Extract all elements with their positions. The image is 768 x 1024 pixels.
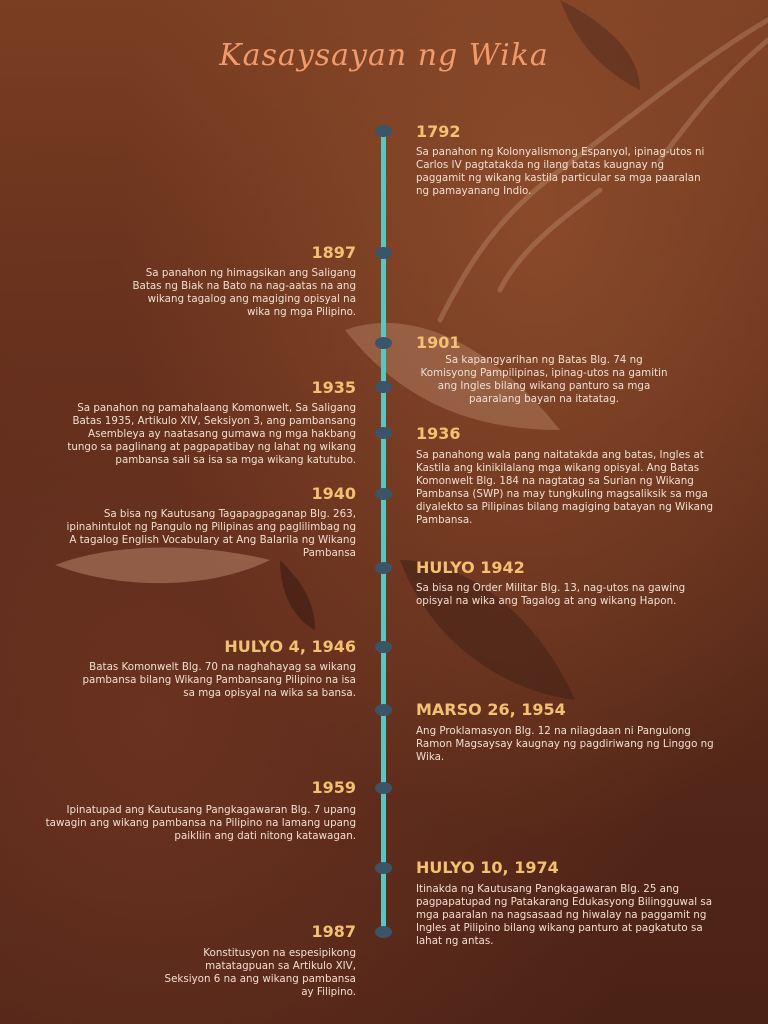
timeline-marker <box>375 704 392 716</box>
event-year-1940: 1940 <box>311 484 356 503</box>
event-year-1897: 1897 <box>311 243 356 262</box>
event-text-1792: Sa panahon ng Kolonyalismong Espanyol, ipinag-utos ni Carlos IV pagtatakda ng ilang batas kaugnay ng paggamit ng wikang kastila particular sa mga paaralan ng pamayanang Indio. <box>416 146 705 197</box>
timeline-marker <box>375 641 392 653</box>
event-text-hulyo-4-1946: Batas Komonwelt Blg. 70 na naghahayag sa wikang pambansa bilang Wikang Pambansang Pilipino na isa sa mga opisyal na wika sa bansa. <box>82 661 356 699</box>
event-year-1935: 1935 <box>311 378 356 397</box>
event-text-marso-26-1954: Ang Proklamasyon Blg. 12 na nilagdaan ni Pangulong Ramon Magsaysay kaugnay ng pagdiriwang ng Linggo ng Wika. <box>416 725 714 763</box>
event-year-hulyo-1942: HULYO 1942 <box>416 558 525 577</box>
event-text-1940: Sa bisa ng Kautusang Tagapagpaganap Blg. 263, ipinahintulot ng Pangulo ng Pilipinas ang paglilimbag ng A tagalog English Vocabulary at Ang Balarila ng Wikang Pambansa <box>66 508 356 559</box>
event-text-hulyo-1942: Sa bisa ng Order Militar Blg. 13, nag-utos na gawing opisyal na wika ang Tagalog at ang wikang Hapon. <box>416 582 686 607</box>
timeline-marker <box>375 337 392 349</box>
event-year-hulyo-4-1946: HULYO 4, 1946 <box>224 637 356 656</box>
page-title: Kasaysayan ng Wika <box>219 38 549 73</box>
event-text-1959: Ipinatupad ang Kautusang Pangkagawaran Blg. 7 upang tawagin ang wikang pambansa na Pilipino na lamang upang paikliin ang dati nitong katawagan. <box>45 804 356 842</box>
event-text-1935: Sa panahon ng pamahalaang Komonwelt, Sa Saligang Batas 1935, Artikulo XIV, Seksiyon 3, ang pambansang Asembleya ay naatasang gumawa ng mga hakbang tungo sa paglinang at pagpapatibay ng lahat ng wikang pambansa sali sa isa sa mga wikang katutubo. <box>67 402 356 466</box>
timeline-marker <box>375 862 392 874</box>
timeline-marker <box>375 427 392 439</box>
event-text-1936: Sa panahong wala pang naitatakda ang batas, Ingles at Kastila ang kinikilalang mga wikang opisyal. Ang Batas Komonwelt Blg. 184 na nagtatag sa Surian ng Wikang Pambansa (SWP) na may tungkuling magsaliksik sa mga diyalekto sa Pilipinas bilang magiging batayan ng Wikang Pambansa. <box>416 449 714 526</box>
event-text-hulyo-10-1974: Itinakda ng Kautusang Pangkagawaran Blg. 25 ang pagpapatupad ng Patakarang Edukasyong Bilingguwal sa mga paaralan na nagsasaad ng hiwalay na paggamit ng Ingles at Pilipino bilang wikang panturo at pagkatuto sa lahat ng antas. <box>416 883 713 947</box>
event-year-1901: 1901 <box>416 333 461 352</box>
leaf-shape <box>280 560 315 630</box>
event-year-marso-26-1954: MARSO 26, 1954 <box>416 700 566 719</box>
event-text-1987: Konstitusyon na espesipikong matatagpuan sa Artikulo XIV, Seksiyon 6 na ang wikang pambansa ay Filipino. <box>164 947 356 998</box>
timeline-marker <box>375 125 392 137</box>
leaf-shape <box>400 560 575 700</box>
event-year-1792: 1792 <box>416 122 461 141</box>
timeline-marker <box>375 562 392 574</box>
timeline-marker <box>375 488 392 500</box>
event-year-1959: 1959 <box>311 778 356 797</box>
event-text-1897: Sa panahon ng himagsikan ang Saligang Batas ng Biak na Bato na nag-aatas na ang wikang tagalog ang magiging opisyal na wika ng mga Pilipino. <box>132 267 356 318</box>
timeline-marker <box>375 247 392 259</box>
timeline-marker <box>375 381 392 393</box>
event-year-1936: 1936 <box>416 424 461 443</box>
event-year-hulyo-10-1974: HULYO 10, 1974 <box>416 858 559 877</box>
timeline-marker <box>375 926 392 938</box>
timeline-marker <box>375 782 392 794</box>
event-year-1987: 1987 <box>311 922 356 941</box>
event-text-1901: Sa kapangyarihan ng Batas Blg. 74 ng Komisyong Pampilipinas, ipinag-utos na gamitin ang Ingles bilang wikang panturo sa mga paaralang bayan na itatatag. <box>420 354 668 405</box>
